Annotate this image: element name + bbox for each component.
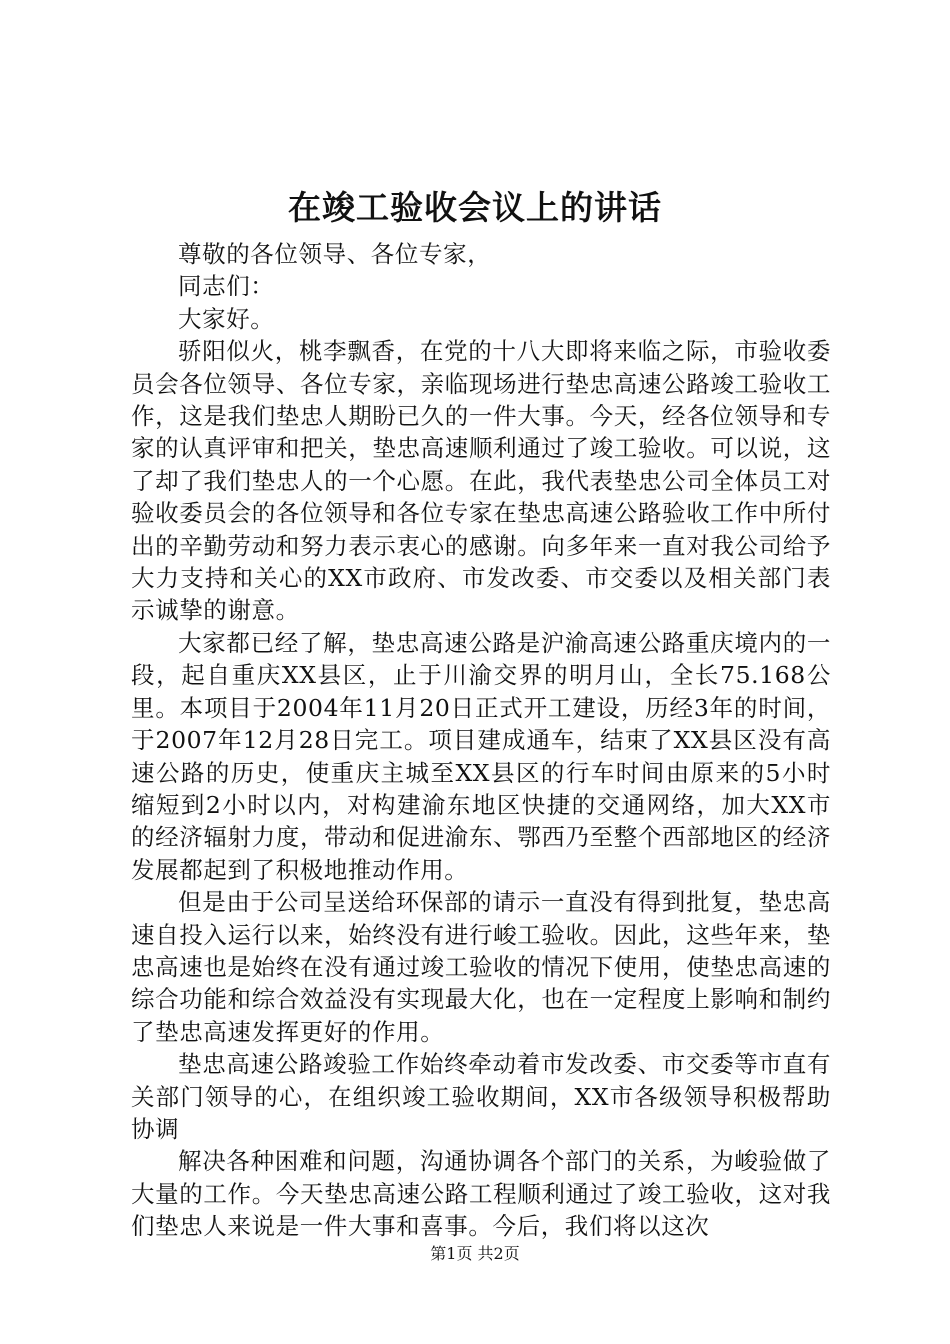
greeting-paragraph: 大家好。 <box>178 304 275 333</box>
page-number-footer: 第1页 共2页 <box>430 1244 520 1263</box>
body-paragraph: 但是由于公司呈送给环保部的请示一直没有得到批复，垫忠高速自投入运行以来，始终没有进行峻工验收。因此，这些年来，垫忠高速也是始终在没有通过竣工验收的情况下使用，使垫忠高速的综合功能和综合效益没有实现最大化，也在一定程度上影响和制约了垫忠高速发挥更好的作用。 <box>131 888 831 1046</box>
document-title: 在竣工验收会议上的讲话 <box>288 188 662 227</box>
salutation-comrades-paragraph: 同志们： <box>178 272 275 301</box>
salutation-paragraph: 尊敬的各位领导、各位专家， <box>178 240 492 268</box>
body-paragraph: 大家都已经了解，垫忠高速公路是沪渝高速公路重庆境内的一段，起自重庆XX县区，止于川渝交界的明月山，全长75.168公里。本项目于2004年11月20日正式开工建设，历经3年的时间，于2007年12月28日完工。项目建成通车，结束了XX县区没有高速公路的历史，使重庆主城至XX县区的行车时间由原来的5小时缩短到2小时以内，对构建渝东地区快捷的交通网络，加大XX市的经济辐射力度，带动和促进渝东、鄂西乃至整个西部地区的经济发展都起到了积极地推动作用。 <box>131 628 831 884</box>
body-paragraph: 垫忠高速公路竣验工作始终牵动着市发改委、市交委等市直有关部门领导的心，在组织竣工验收期间，XX市各级领导积极帮助协调 <box>131 1050 831 1143</box>
document-body <box>131 238 831 1243</box>
body-paragraph: 解决各种困难和问题，沟通协调各个部门的关系，为峻验做了大量的工作。今天垫忠高速公路工程顺利通过了竣工验收，这对我们垫忠人来说是一件大事和喜事。今后，我们将以这次 <box>131 1147 831 1241</box>
body-paragraph: 骄阳似火，桃李飘香，在党的十八大即将来临之际，市验收委员会各位领导、各位专家，亲临现场进行垫忠高速公路竣工验收工作，这是我们垫忠人期盼已久的一件大事。今天，经各位领导和专家的认真评审和把关，垫忠高速顺利通过了竣工验收。可以说，这了却了我们垫忠人的一个心愿。在此，我代表垫忠公司全体员工对验收委员会的各位领导和各位专家在垫忠高速公路验收工作中所付出的辛勤劳动和努力表示衷心的感谢。向多年来一直对我公司给予大力支持和关心的XX市政府、市发改委、市交委以及相关部门表示诚挚的谢意。 <box>131 337 831 625</box>
